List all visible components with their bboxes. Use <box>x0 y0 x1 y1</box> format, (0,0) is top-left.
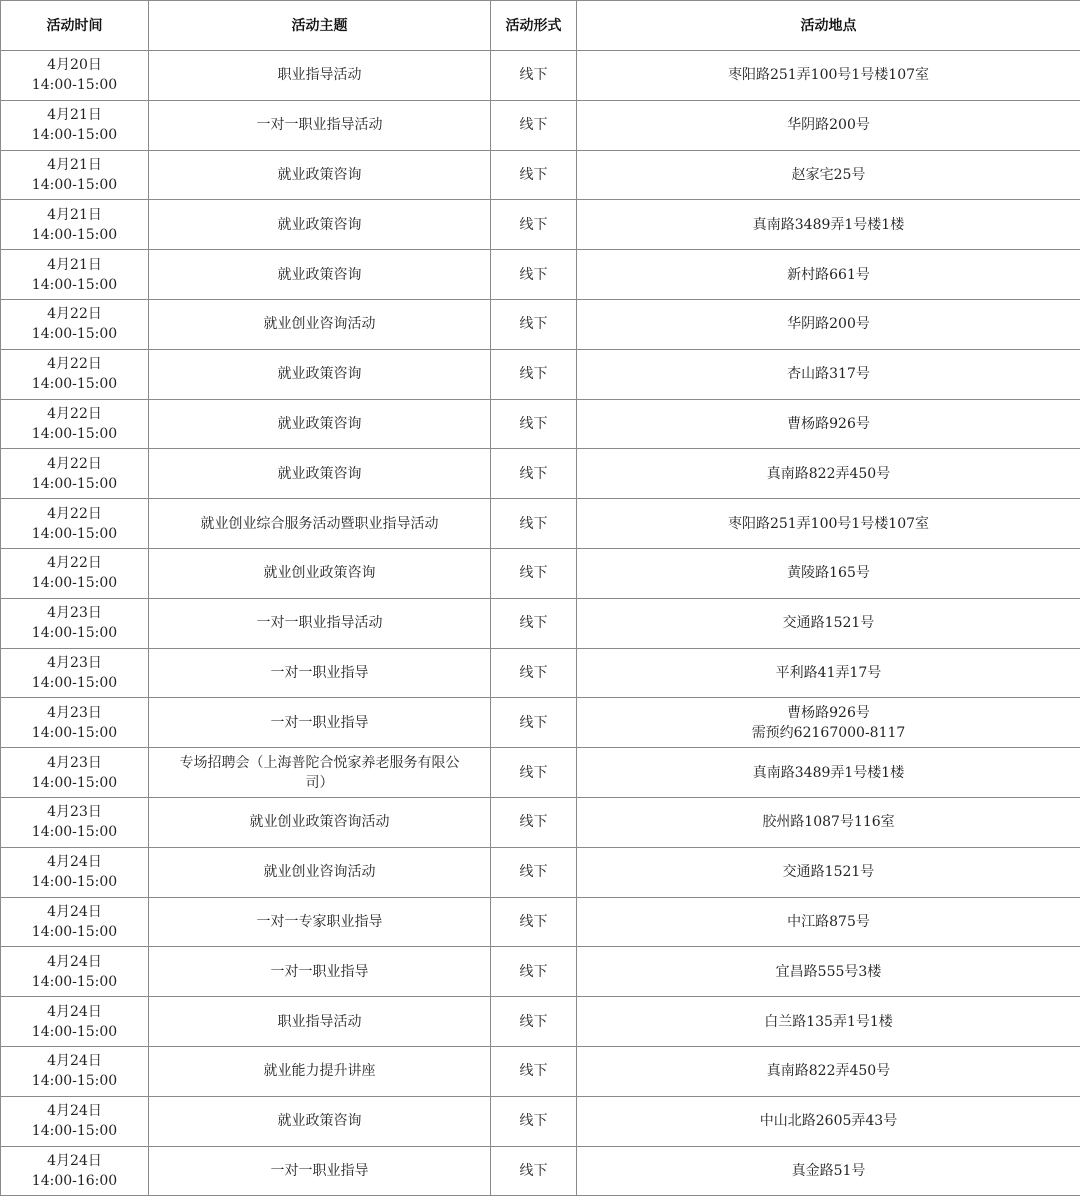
table-row <box>1 299 1080 349</box>
activity-location: 华阴路200号 <box>581 115 1076 135</box>
cell-location <box>577 449 1080 499</box>
cell-topic <box>149 648 491 698</box>
activity-time: 14:00-15:00 <box>5 623 144 643</box>
cell-topic <box>149 1096 491 1146</box>
cell-location <box>577 51 1080 101</box>
activity-date: 4月22日 <box>5 454 144 474</box>
activity-location: 枣阳路251弄100号1号楼107室 <box>581 514 1076 534</box>
activity-topic: 职业指导活动 <box>153 1012 486 1032</box>
activity-topic: 一对一职业指导活动 <box>153 115 486 135</box>
activity-topic: 一对一职业指导 <box>153 713 486 733</box>
table-row <box>1 598 1080 648</box>
activity-location: 真南路822弄450号 <box>581 464 1076 484</box>
cell-location <box>577 100 1080 150</box>
table-row <box>1 250 1080 300</box>
activity-time: 14:00-15:00 <box>5 524 144 544</box>
cell-time <box>1 1146 149 1196</box>
table-row <box>1 897 1080 947</box>
cell-format <box>491 847 577 897</box>
table-row <box>1 150 1080 200</box>
activity-format: 线下 <box>495 1012 572 1032</box>
cell-format <box>491 499 577 549</box>
activity-topic: 一对一职业指导 <box>153 663 486 683</box>
cell-location <box>577 499 1080 549</box>
cell-time <box>1 548 149 598</box>
activity-date: 4月24日 <box>5 1051 144 1071</box>
activity-location: 真南路822弄450号 <box>581 1061 1076 1081</box>
activity-date: 4月22日 <box>5 354 144 374</box>
activity-topic: 一对一职业指导 <box>153 1161 486 1181</box>
activity-time: 14:00-15:00 <box>5 573 144 593</box>
activity-location: 新村路661号 <box>581 265 1076 285</box>
table-row <box>1 449 1080 499</box>
activity-topic: 就业创业政策咨询活动 <box>153 812 486 832</box>
cell-format <box>491 399 577 449</box>
table-row <box>1 499 1080 549</box>
cell-format <box>491 748 577 798</box>
activity-topic: 就业政策咨询 <box>153 215 486 235</box>
activity-time: 14:00-15:00 <box>5 872 144 892</box>
cell-time <box>1 51 149 101</box>
cell-format <box>491 1146 577 1196</box>
cell-topic <box>149 897 491 947</box>
table-row <box>1 1146 1080 1196</box>
activity-format: 线下 <box>495 713 572 733</box>
header-topic: 活动主题 <box>149 1 491 51</box>
cell-topic <box>149 947 491 997</box>
cell-topic <box>149 1046 491 1096</box>
cell-time <box>1 299 149 349</box>
table-row <box>1 797 1080 847</box>
header-row <box>1 1 1080 51</box>
activity-topic: 就业政策咨询 <box>153 364 486 384</box>
cell-time <box>1 997 149 1047</box>
cell-time <box>1 499 149 549</box>
cell-time <box>1 797 149 847</box>
table-row <box>1 399 1080 449</box>
table-row <box>1 698 1080 748</box>
cell-time <box>1 1046 149 1096</box>
activity-date: 4月22日 <box>5 553 144 573</box>
cell-topic <box>149 698 491 748</box>
activity-location: 曹杨路926号 <box>581 414 1076 434</box>
cell-topic <box>149 1146 491 1196</box>
cell-format <box>491 1046 577 1096</box>
activity-format: 线下 <box>495 65 572 85</box>
cell-format <box>491 150 577 200</box>
cell-time <box>1 349 149 399</box>
cell-format <box>491 947 577 997</box>
activity-date: 4月22日 <box>5 504 144 524</box>
cell-location <box>577 299 1080 349</box>
activity-topic: 就业政策咨询 <box>153 1111 486 1131</box>
activity-location: 中江路875号 <box>581 912 1076 932</box>
cell-location <box>577 399 1080 449</box>
activity-format: 线下 <box>495 265 572 285</box>
activity-time: 14:00-15:00 <box>5 75 144 95</box>
cell-location <box>577 598 1080 648</box>
activity-date: 4月24日 <box>5 952 144 972</box>
activity-topic: 就业创业咨询活动 <box>153 314 486 334</box>
activity-time: 14:00-15:00 <box>5 474 144 494</box>
cell-format <box>491 349 577 399</box>
activity-time: 14:00-15:00 <box>5 324 144 344</box>
header-location: 活动地点 <box>577 1 1080 51</box>
cell-location <box>577 349 1080 399</box>
cell-topic <box>149 250 491 300</box>
activity-format: 线下 <box>495 962 572 982</box>
cell-time <box>1 150 149 200</box>
activity-date: 4月20日 <box>5 55 144 75</box>
activity-location: 需预约62167000-8117 <box>581 723 1076 743</box>
activity-location: 曹杨路926号 <box>581 703 1076 723</box>
activity-format: 线下 <box>495 514 572 534</box>
activity-location: 胶州路1087号116室 <box>581 812 1076 832</box>
activity-topic: 一对一职业指导 <box>153 962 486 982</box>
table-row <box>1 947 1080 997</box>
cell-location <box>577 748 1080 798</box>
activity-time: 14:00-15:00 <box>5 972 144 992</box>
activity-topic: 专场招聘会（上海普陀合悦家养老服务有限公 <box>153 753 486 773</box>
activity-format: 线下 <box>495 862 572 882</box>
activity-format: 线下 <box>495 812 572 832</box>
activity-date: 4月23日 <box>5 603 144 623</box>
activity-time: 14:00-15:00 <box>5 1071 144 1091</box>
activity-format: 线下 <box>495 115 572 135</box>
activity-date: 4月21日 <box>5 205 144 225</box>
cell-time <box>1 598 149 648</box>
cell-location <box>577 548 1080 598</box>
cell-format <box>491 1096 577 1146</box>
table-body <box>1 51 1080 1196</box>
activity-topic: 就业政策咨询 <box>153 265 486 285</box>
cell-format <box>491 449 577 499</box>
activity-location: 枣阳路251弄100号1号楼107室 <box>581 65 1076 85</box>
activity-time: 14:00-15:00 <box>5 673 144 693</box>
cell-format <box>491 100 577 150</box>
activity-topic: 就业创业综合服务活动暨职业指导活动 <box>153 514 486 534</box>
activity-topic: 就业政策咨询 <box>153 165 486 185</box>
activity-topic: 就业能力提升讲座 <box>153 1061 486 1081</box>
activity-date: 4月22日 <box>5 404 144 424</box>
activity-topic: 就业创业咨询活动 <box>153 862 486 882</box>
activity-time: 14:00-16:00 <box>5 1171 144 1191</box>
activity-location: 真南路3489弄1号楼1楼 <box>581 215 1076 235</box>
cell-topic <box>149 200 491 250</box>
table-row <box>1 1096 1080 1146</box>
table-row <box>1 748 1080 798</box>
cell-format <box>491 897 577 947</box>
cell-format <box>491 250 577 300</box>
cell-topic <box>149 399 491 449</box>
activity-location: 真金路51号 <box>581 1161 1076 1181</box>
cell-format <box>491 797 577 847</box>
activity-date: 4月22日 <box>5 304 144 324</box>
activity-format: 线下 <box>495 563 572 583</box>
activity-format: 线下 <box>495 165 572 185</box>
cell-time <box>1 100 149 150</box>
activity-date: 4月23日 <box>5 703 144 723</box>
activity-time: 14:00-15:00 <box>5 1022 144 1042</box>
cell-topic <box>149 51 491 101</box>
table-header <box>1 1 1080 51</box>
activity-topic: 职业指导活动 <box>153 65 486 85</box>
cell-time <box>1 698 149 748</box>
cell-format <box>491 648 577 698</box>
cell-topic <box>149 499 491 549</box>
cell-location <box>577 250 1080 300</box>
table-row <box>1 548 1080 598</box>
cell-location <box>577 847 1080 897</box>
cell-location <box>577 698 1080 748</box>
cell-format <box>491 299 577 349</box>
cell-time <box>1 1096 149 1146</box>
table-row <box>1 997 1080 1047</box>
activity-time: 14:00-15:00 <box>5 374 144 394</box>
table-row <box>1 349 1080 399</box>
activity-time: 14:00-15:00 <box>5 125 144 145</box>
cell-location <box>577 947 1080 997</box>
activity-time: 14:00-15:00 <box>5 175 144 195</box>
cell-topic <box>149 150 491 200</box>
activity-format: 线下 <box>495 663 572 683</box>
activity-format: 线下 <box>495 464 572 484</box>
cell-format <box>491 548 577 598</box>
activity-format: 线下 <box>495 1061 572 1081</box>
cell-time <box>1 200 149 250</box>
activity-topic: 一对一职业指导活动 <box>153 613 486 633</box>
cell-location <box>577 1096 1080 1146</box>
activity-format: 线下 <box>495 763 572 783</box>
activity-format: 线下 <box>495 613 572 633</box>
cell-time <box>1 250 149 300</box>
activity-time: 14:00-15:00 <box>5 1121 144 1141</box>
cell-time <box>1 648 149 698</box>
cell-topic <box>149 598 491 648</box>
cell-format <box>491 200 577 250</box>
cell-time <box>1 399 149 449</box>
activity-location: 真南路3489弄1号楼1楼 <box>581 763 1076 783</box>
activity-location: 交通路1521号 <box>581 613 1076 633</box>
activity-location: 宜昌路555号3楼 <box>581 962 1076 982</box>
table-row <box>1 51 1080 101</box>
cell-location <box>577 797 1080 847</box>
activity-topic: 一对一专家职业指导 <box>153 912 486 932</box>
activity-date: 4月21日 <box>5 255 144 275</box>
cell-topic <box>149 847 491 897</box>
table-row <box>1 847 1080 897</box>
activity-date: 4月24日 <box>5 1101 144 1121</box>
table-row <box>1 200 1080 250</box>
table-row <box>1 648 1080 698</box>
activity-date: 4月23日 <box>5 653 144 673</box>
cell-time <box>1 947 149 997</box>
cell-location <box>577 1146 1080 1196</box>
cell-topic <box>149 797 491 847</box>
activity-time: 14:00-15:00 <box>5 424 144 444</box>
cell-topic <box>149 100 491 150</box>
activity-format: 线下 <box>495 215 572 235</box>
table-row <box>1 1046 1080 1096</box>
activity-location: 华阴路200号 <box>581 314 1076 334</box>
activity-date: 4月24日 <box>5 852 144 872</box>
cell-location <box>577 997 1080 1047</box>
activity-topic: 就业政策咨询 <box>153 414 486 434</box>
activity-format: 线下 <box>495 1161 572 1181</box>
activity-time: 14:00-15:00 <box>5 822 144 842</box>
activity-format: 线下 <box>495 314 572 334</box>
cell-format <box>491 598 577 648</box>
activity-date: 4月24日 <box>5 1151 144 1171</box>
activity-format: 线下 <box>495 912 572 932</box>
cell-time <box>1 449 149 499</box>
activity-location: 白兰路135弄1号1楼 <box>581 1012 1076 1032</box>
activity-time: 14:00-15:00 <box>5 922 144 942</box>
activity-date: 4月23日 <box>5 753 144 773</box>
activity-location: 交通路1521号 <box>581 862 1076 882</box>
activity-time: 14:00-15:00 <box>5 275 144 295</box>
activity-date: 4月21日 <box>5 155 144 175</box>
cell-format <box>491 698 577 748</box>
activity-time: 14:00-15:00 <box>5 723 144 743</box>
activity-topic: 司） <box>153 773 486 793</box>
activity-topic: 就业创业政策咨询 <box>153 563 486 583</box>
header-format: 活动形式 <box>491 1 577 51</box>
cell-time <box>1 847 149 897</box>
activity-date: 4月21日 <box>5 105 144 125</box>
activity-location: 黄陵路165号 <box>581 563 1076 583</box>
activity-topic: 就业政策咨询 <box>153 464 486 484</box>
activity-location: 赵家宅25号 <box>581 165 1076 185</box>
activity-date: 4月23日 <box>5 802 144 822</box>
activity-time: 14:00-15:00 <box>5 773 144 793</box>
cell-topic <box>149 449 491 499</box>
cell-topic <box>149 997 491 1047</box>
header-time: 活动时间 <box>1 1 149 51</box>
cell-location <box>577 897 1080 947</box>
cell-format <box>491 51 577 101</box>
cell-topic <box>149 748 491 798</box>
activity-format: 线下 <box>495 414 572 434</box>
cell-topic <box>149 299 491 349</box>
activity-time: 14:00-15:00 <box>5 225 144 245</box>
cell-location <box>577 200 1080 250</box>
activity-date: 4月24日 <box>5 902 144 922</box>
cell-location <box>577 648 1080 698</box>
cell-time <box>1 748 149 798</box>
cell-time <box>1 897 149 947</box>
activity-date: 4月24日 <box>5 1002 144 1022</box>
activity-location: 杏山路317号 <box>581 364 1076 384</box>
activity-location: 中山北路2605弄43号 <box>581 1111 1076 1131</box>
cell-format <box>491 997 577 1047</box>
cell-location <box>577 1046 1080 1096</box>
cell-location <box>577 150 1080 200</box>
cell-topic <box>149 548 491 598</box>
activity-location: 平利路41弄17号 <box>581 663 1076 683</box>
cell-topic <box>149 349 491 399</box>
activity-format: 线下 <box>495 1111 572 1131</box>
table-row <box>1 100 1080 150</box>
activity-format: 线下 <box>495 364 572 384</box>
